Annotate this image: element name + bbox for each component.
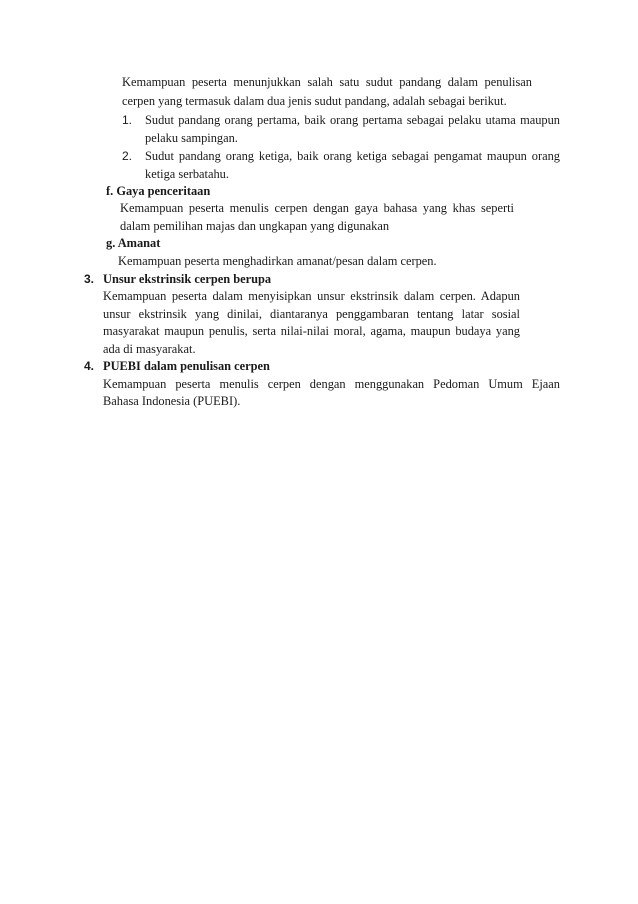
section-4-line-1: Kemampuan peserta menulis cerpen dengan menggunakan Pedoman Umum Ejaan: [103, 377, 560, 391]
intro-line-2: cerpen yang termasuk dalam dua jenis sudut pandang, adalah sebagai berikut.: [122, 94, 507, 108]
section-3-line-1: Kemampuan peserta dalam menyisipkan unsur ekstrinsik dalam cerpen. Adapun: [103, 289, 520, 303]
item-2-line-1: Sudut pandang orang ketiga, baik orang ketiga sebagai pengamat maupun orang: [145, 149, 560, 163]
section-f-heading: f. Gaya penceritaan: [106, 184, 211, 198]
item-1-line-1: Sudut pandang orang pertama, baik orang pertama sebagai pelaku utama maupun: [145, 113, 560, 127]
section-3-number: 3.: [84, 272, 95, 286]
section-g-heading: g. Amanat: [106, 236, 161, 250]
section-g-line-1: Kemampuan peserta menghadirkan amanat/pesan dalam cerpen.: [118, 254, 437, 268]
section-3-heading: Unsur ekstrinsik cerpen berupa: [103, 272, 272, 286]
section-3-line-3: masyarakat maupun penulis, serta nilai-nilai moral, agama, maupun budaya yang: [103, 324, 520, 338]
item-1-line-2: pelaku sampingan.: [145, 131, 238, 145]
section-4-heading: PUEBI dalam penulisan cerpen: [103, 359, 270, 373]
list-number-1: 1.: [122, 113, 133, 127]
intro-line-1: Kemampuan peserta menunjukkan salah satu sudut pandang dalam penulisan: [122, 75, 532, 89]
section-4-number: 4.: [84, 359, 95, 373]
section-3-line-2: unsur ekstrinsik yang dinilai, diantaranya penggambaran tentang latar sosial: [103, 307, 520, 321]
section-3-line-4: ada di masyarakat.: [103, 342, 196, 356]
section-f-line-1: Kemampuan peserta menulis cerpen dengan gaya bahasa yang khas seperti: [120, 201, 514, 215]
section-4-line-2: Bahasa Indonesia (PUEBI).: [103, 394, 241, 408]
section-f-line-2: dalam pemilihan majas dan ungkapan yang digunakan: [120, 219, 390, 233]
list-number-2: 2.: [122, 149, 133, 163]
item-2-line-2: ketiga serbatahu.: [145, 167, 229, 181]
